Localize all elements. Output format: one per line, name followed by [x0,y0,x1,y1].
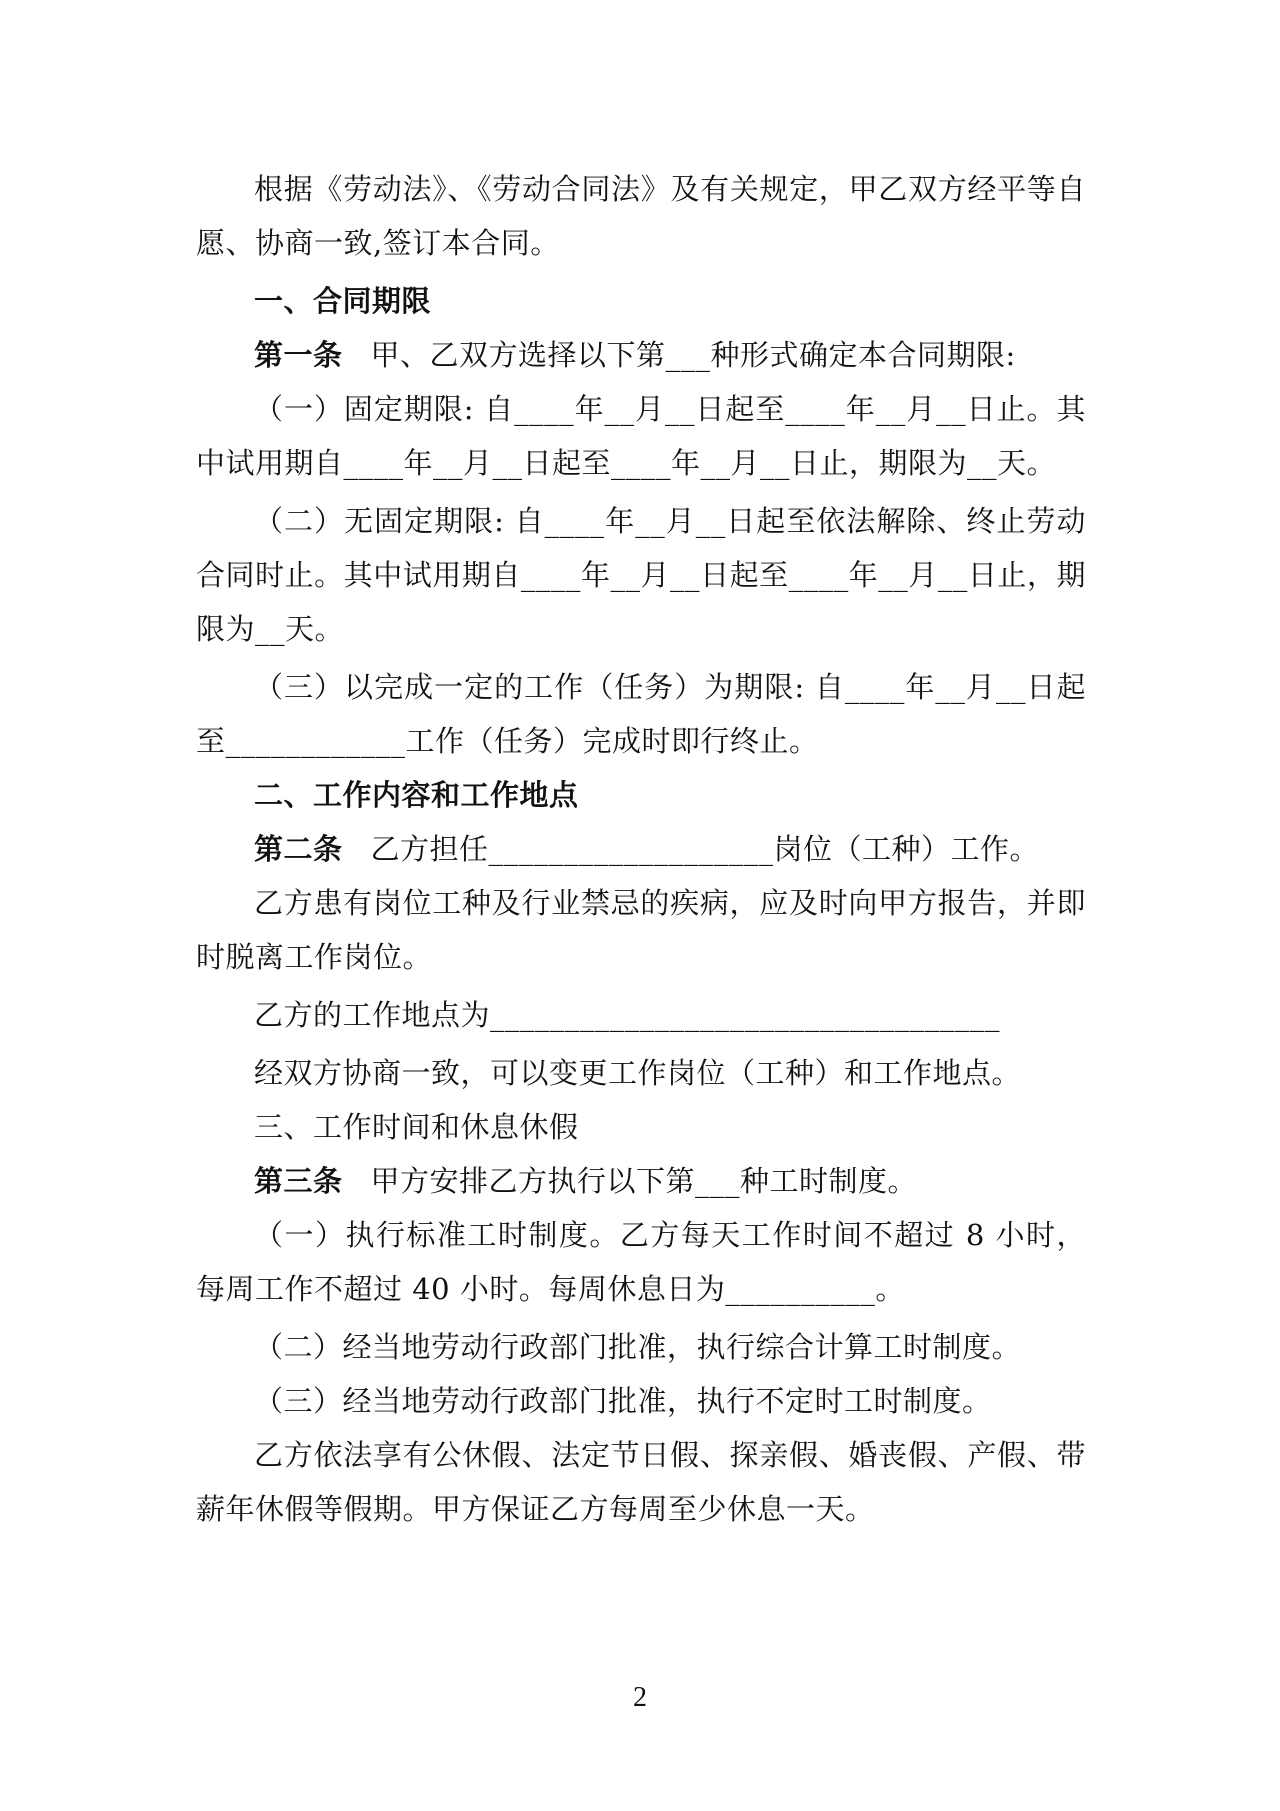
section-heading-hours: 三、工作时间和休息休假 [254,1110,579,1144]
term-option-task-based: （三）以完成一定的工作（任务）为期限: 自____年__月__日起至____________工作（任务）完成时即行终止。 [196,670,1086,758]
article-2-label: 第二条 [254,832,343,866]
hours-option-comprehensive: （二）经当地劳动行政部门批准，执行综合计算工时制度。 [254,1330,1022,1364]
article-3-label: 第三条 [254,1164,343,1198]
article-2-text: 乙方担任___________________岗位（工种）工作。 [370,832,1040,866]
article-1-text: 甲、乙双方选择以下第___种形式确定本合同期限: [370,338,1016,372]
article-3-text: 甲方安排乙方执行以下第___种工时制度。 [370,1164,918,1198]
page-number: 2 [633,1682,647,1713]
section-heading-job: 二、工作内容和工作地点 [254,778,579,812]
hours-option-flexible: （三）经当地劳动行政部门批准，执行不定时工时制度。 [254,1384,992,1418]
term-option-fixed: （一）固定期限: 自____年__月__日起至____年__月__日止。其中试用期自____年__月__日起至____年__月__日止，期限为__天。 [196,392,1086,480]
term-option-open-ended: （二）无固定期限: 自____年__月__日起至依法解除、终止劳动合同时止。其中试用期自____年__月__日起至____年__月__日止，期限为__天。 [196,504,1086,646]
section-heading-term: 一、合同期限 [254,284,432,318]
job-health-paragraph: 乙方患有岗位工种及行业禁忌的疾病，应及时向甲方报告，并即时脱离工作岗位。 [196,886,1086,974]
leave-paragraph: 乙方依法享有公休假、法定节日假、探亲假、婚丧假、产假、带薪年休假等假期。甲方保证乙方每周至少休息一天。 [196,1438,1086,1526]
article-2 [196,822,1086,876]
job-change-paragraph: 经双方协商一致，可以变更工作岗位（工种）和工作地点。 [254,1056,1022,1090]
job-location-paragraph: 乙方的工作地点为__________________________________ [254,998,1001,1032]
hours-option-standard: （一）执行标准工时制度。乙方每天工作时间不超过 8 小时，每周工作不超过 40 小时。每周休息日为__________。 [196,1218,1086,1306]
document-body [196,162,1086,1536]
intro-paragraph: 根据《劳动法》、《劳动合同法》及有关规定，甲乙双方经平等自愿、协商一致,签订本合同。 [196,172,1086,260]
article-1 [196,328,1086,382]
article-1-label: 第一条 [254,338,343,372]
article-3 [196,1154,1086,1208]
